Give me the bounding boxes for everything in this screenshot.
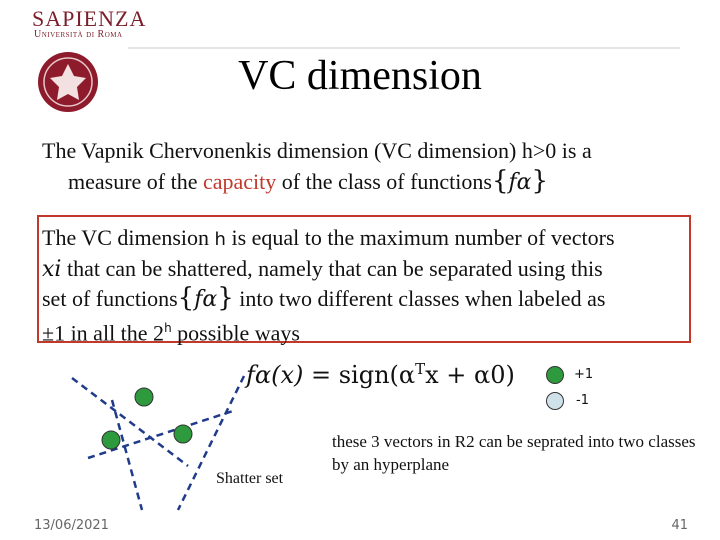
university-logo-subtitle: Università di Roma <box>34 29 123 40</box>
definition-sup-h: h <box>164 321 172 335</box>
function-class-symbol: fα <box>508 170 532 195</box>
hyperplane-line-3 <box>112 400 142 510</box>
def-function-symbol: fα <box>194 287 218 312</box>
definition-l4b: possible ways <box>171 320 300 346</box>
point-1 <box>135 388 153 406</box>
formula-rhs: x + α0) <box>425 361 515 389</box>
point-3 <box>174 425 192 443</box>
definition-l3a: set of functions <box>42 286 178 311</box>
definition-l4a: ±1 in all the 2 <box>42 320 165 346</box>
shatter-figure <box>0 340 320 520</box>
definition-l2: that can be shattered, namely that can be separated using this <box>61 256 603 281</box>
legend-positive-dot <box>546 366 564 384</box>
shatter-set-caption: Shatter set <box>216 470 284 487</box>
def-open-brace: { <box>177 283 195 313</box>
legend-negative-label: -1 <box>576 393 589 408</box>
intro-line-2-pre: measure of the <box>68 169 203 194</box>
slide-title: VC dimension <box>238 53 482 99</box>
function-class-close-brace: } <box>531 166 549 196</box>
point-2 <box>102 431 120 449</box>
formula-lhs: fα(x) <box>246 361 304 389</box>
vector-x-symbol: xi <box>42 257 62 282</box>
capacity-term: capacity <box>203 169 277 194</box>
university-logo-wordmark: SAPIENZA <box>32 6 147 31</box>
definition-line-3 <box>42 284 690 314</box>
definition-line-1 <box>42 223 690 254</box>
definition-l1b: is equal to the maximum number of vectors <box>225 225 615 250</box>
intro-line-2 <box>42 166 702 198</box>
definition-l1a: The VC dimension <box>42 225 215 250</box>
figure-note: these 3 vectors in R2 can be seprated into two classes by an hyperplane <box>332 432 696 474</box>
formula-eq: = sign(α <box>303 361 416 389</box>
hyperplane-line-1 <box>72 378 188 466</box>
definition-l3b: into two different classes when labeled as <box>233 286 606 311</box>
legend-negative-dot <box>546 392 564 410</box>
hyperplane-line-4 <box>178 376 244 510</box>
legend-positive-label: +1 <box>574 367 594 382</box>
formula-sup: T <box>415 360 426 378</box>
definition-text <box>42 223 690 347</box>
definition-line-2 <box>42 254 690 284</box>
intro-line-2-post: of the class of functions <box>276 169 492 194</box>
def-close-brace: } <box>217 283 234 313</box>
footer-date: 13/06/2021 <box>34 518 109 533</box>
intro-line-1: The Vapnik Chervonenkis dimension (VC dimension) h>0 is a <box>42 138 592 163</box>
function-class-open-brace: { <box>491 166 509 196</box>
definition-h: h <box>214 229 226 250</box>
intro-paragraph <box>42 136 702 198</box>
page-number: 41 <box>671 518 688 533</box>
